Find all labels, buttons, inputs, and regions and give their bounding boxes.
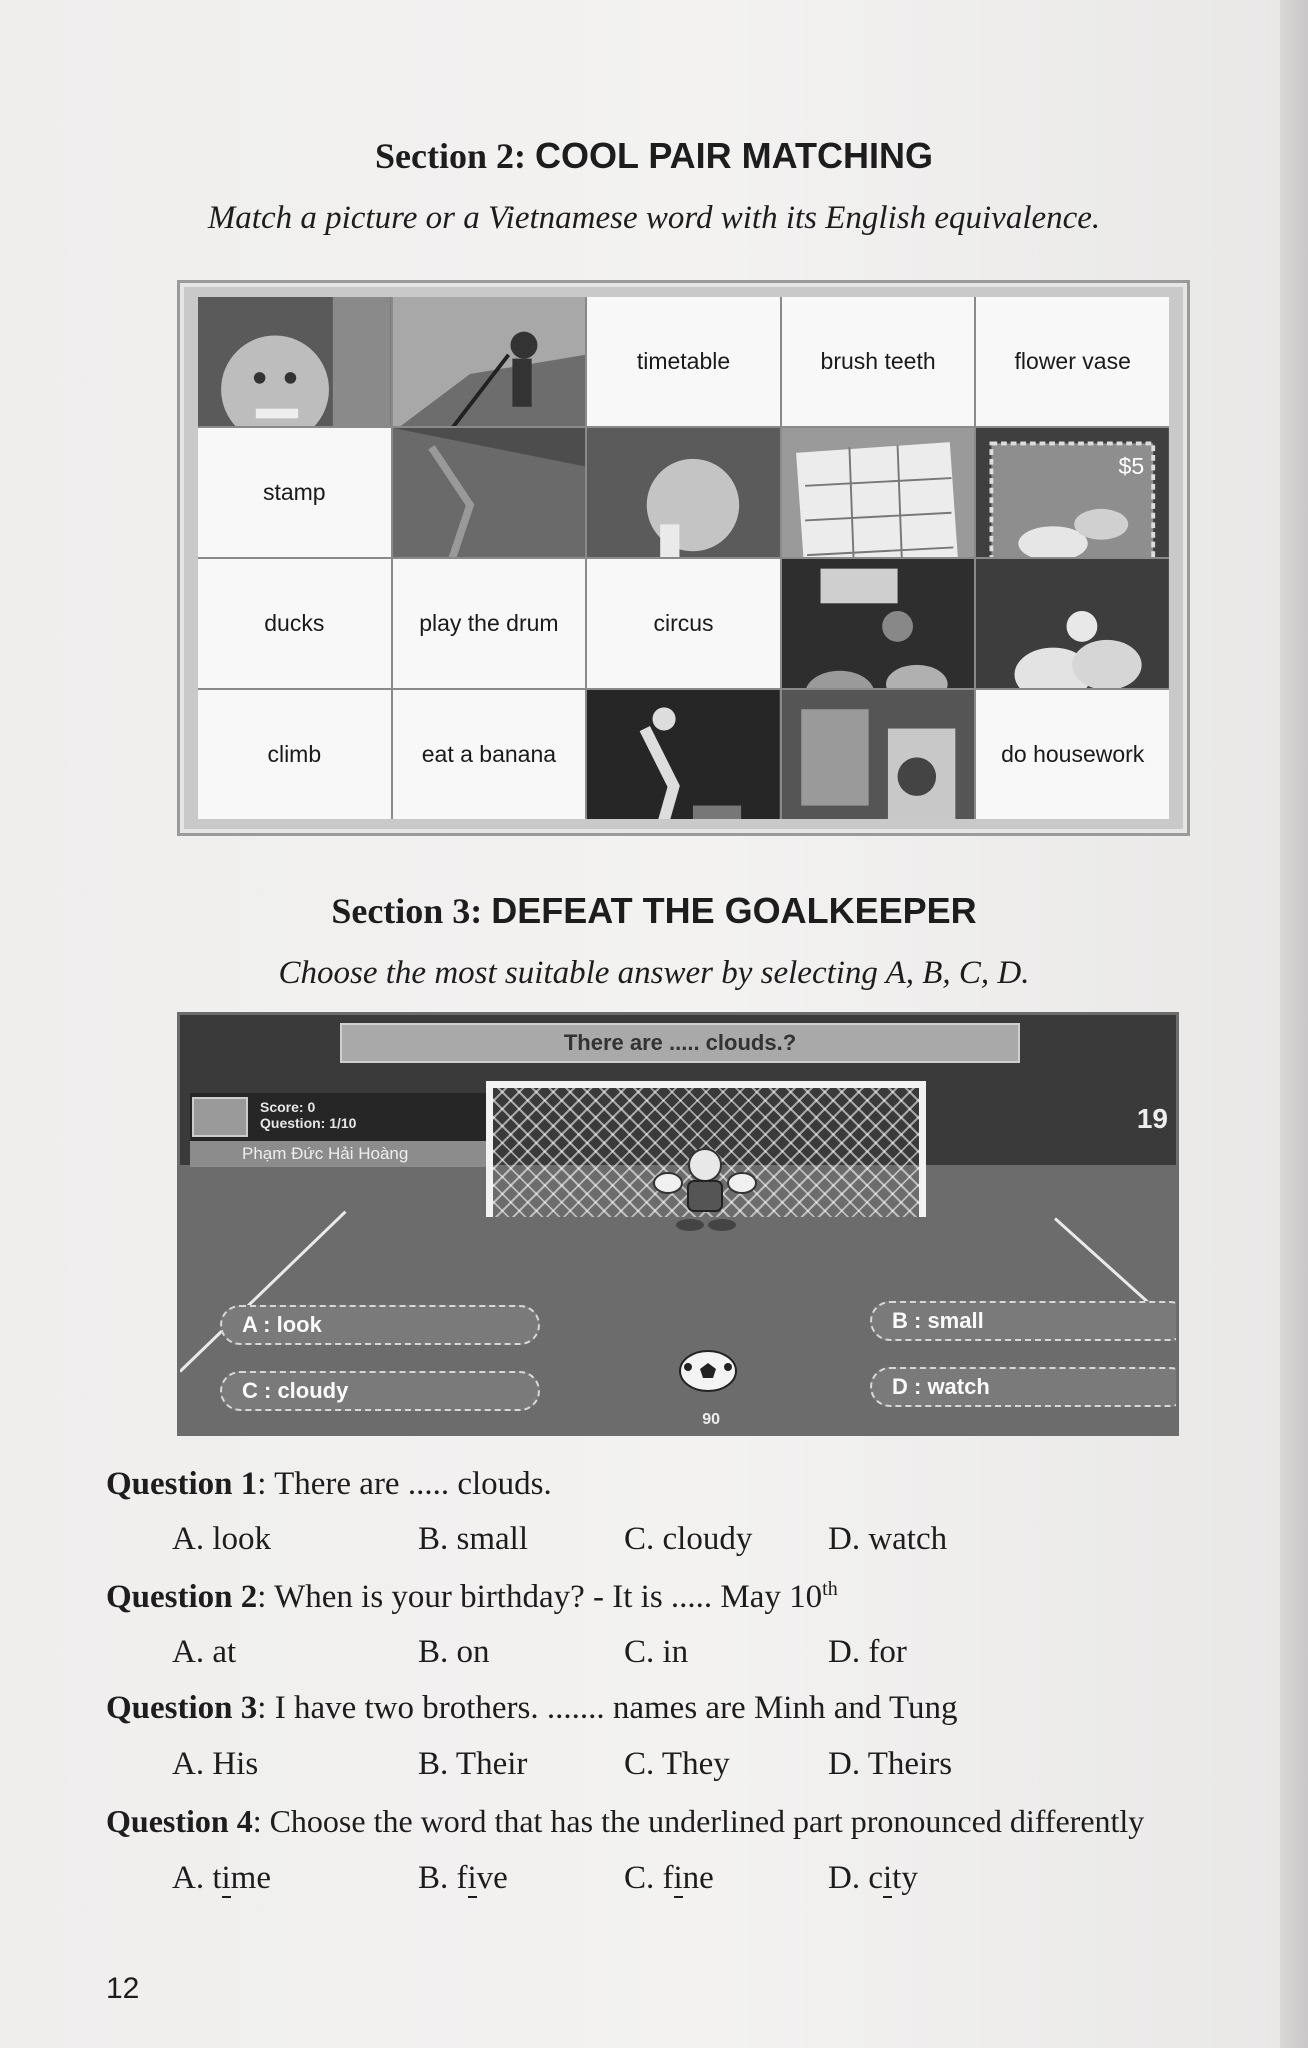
photo-climbing[interactable] — [393, 297, 586, 426]
word-do-housework[interactable]: do housework — [976, 690, 1169, 819]
q2-option-a[interactable]: A. at — [172, 1634, 237, 1670]
q2-option-c[interactable]: C. in — [624, 1634, 689, 1670]
word-stamp[interactable]: stamp — [198, 428, 391, 557]
word-play-the-drum[interactable]: play the drum — [393, 559, 586, 688]
photo-duck-stamp[interactable] — [976, 428, 1169, 557]
q1-option-b[interactable]: B. small — [418, 1521, 529, 1557]
section-3-title — [0, 890, 1308, 932]
question-3-text: : I have two brothers. ....... names are Minh and Tung — [257, 1690, 958, 1726]
q3-option-d[interactable]: D. Theirs — [828, 1746, 953, 1782]
q3-option-c[interactable]: C. They — [624, 1746, 730, 1782]
question-2 — [106, 1578, 838, 1616]
section-2-title — [0, 135, 1308, 177]
question-2-superscript: th — [822, 1578, 838, 1600]
score-text: Score: 0 — [260, 1099, 316, 1115]
player-name: Phạm Đức Hải Hoàng — [190, 1141, 486, 1167]
word-eat-a-banana[interactable]: eat a banana — [393, 690, 586, 819]
q2-option-d[interactable]: D. for — [828, 1634, 907, 1670]
q4-option-b[interactable]: B. five — [418, 1860, 508, 1896]
q2-option-b[interactable]: B. on — [418, 1634, 490, 1670]
photo-circus[interactable] — [587, 690, 780, 819]
question-1-text: : There are ..... clouds. — [257, 1466, 552, 1502]
question-3-label: Question 3 — [106, 1690, 258, 1726]
q1-option-a[interactable]: A. look — [172, 1521, 271, 1557]
answer-a-button[interactable]: A : look — [220, 1305, 540, 1345]
word-flower-vase[interactable]: flower vase — [976, 297, 1169, 426]
photo-rock-climber[interactable] — [393, 428, 586, 557]
q4-option-a[interactable]: A. time — [172, 1860, 271, 1896]
word-climb[interactable]: climb — [198, 690, 391, 819]
q1-option-d[interactable]: D. watch — [828, 1521, 948, 1557]
question-1 — [106, 1466, 552, 1503]
section-2-heading: COOL PAIR MATCHING — [534, 135, 933, 176]
question-2-text: : When is your birthday? - It is ..... May 10 — [257, 1579, 823, 1615]
photo-timetable[interactable] — [782, 428, 975, 557]
question-4-label: Question 4 — [106, 1803, 253, 1839]
photo-girl-brushing-teeth[interactable] — [198, 297, 391, 426]
word-brush-teeth[interactable]: brush teeth — [782, 297, 975, 426]
goalkeeper-game-screenshot — [177, 1012, 1179, 1436]
question-1-label: Question 1 — [106, 1466, 258, 1502]
question-counter: Question: 1/10 — [260, 1115, 357, 1131]
player-avatar — [192, 1097, 248, 1137]
word-timetable[interactable]: timetable — [587, 297, 780, 426]
section-3-heading: DEFEAT THE GOALKEEPER — [491, 890, 977, 931]
stamp-price: $5 — [1118, 453, 1145, 480]
matching-grid — [198, 297, 1169, 819]
page-edge — [1280, 0, 1308, 2048]
section-3-instruction: Choose the most suitable answer by selecting A, B, C, D. — [278, 955, 1030, 991]
photo-ducks[interactable] — [976, 559, 1169, 688]
question-4-text: : Choose the word that has the underlined part pronounced differently — [252, 1803, 1145, 1839]
game-question: There are ..... clouds.? — [340, 1023, 1020, 1063]
q4-option-d[interactable]: D. city — [828, 1860, 918, 1896]
question-4 — [106, 1803, 1144, 1840]
word-circus[interactable]: circus — [587, 559, 780, 688]
q3-option-a[interactable]: A. His — [172, 1746, 259, 1782]
photo-drummer[interactable] — [782, 559, 975, 688]
q1-option-c[interactable]: C. cloudy — [624, 1521, 753, 1557]
section-3-prefix: Section 3: — [331, 891, 492, 931]
q4-option-c[interactable]: C. fine — [624, 1860, 714, 1896]
section-2-prefix: Section 2: — [375, 136, 535, 176]
bottom-counter: 90 — [702, 1411, 720, 1428]
matching-grid-frame — [177, 280, 1190, 836]
answer-c-button[interactable]: C : cloudy — [220, 1371, 540, 1411]
section-2-instruction: Match a picture or a Vietnamese word with its English equivalence. — [207, 200, 1101, 236]
answer-b-button[interactable]: B : small — [870, 1301, 1179, 1341]
question-3 — [106, 1690, 958, 1727]
photo-housework[interactable] — [782, 690, 975, 819]
page-number: 12 — [106, 1972, 140, 2005]
soccer-ball-icon — [678, 1349, 738, 1393]
photo-girl-eating-banana[interactable] — [587, 428, 780, 557]
question-2-label: Question 2 — [106, 1579, 258, 1615]
answer-d-button[interactable]: D : watch — [870, 1367, 1179, 1407]
word-ducks[interactable]: ducks — [198, 559, 391, 688]
q3-option-b[interactable]: B. Their — [418, 1746, 528, 1782]
goalkeeper-icon — [650, 1143, 760, 1233]
countdown-timer: 19 — [1136, 1103, 1168, 1134]
